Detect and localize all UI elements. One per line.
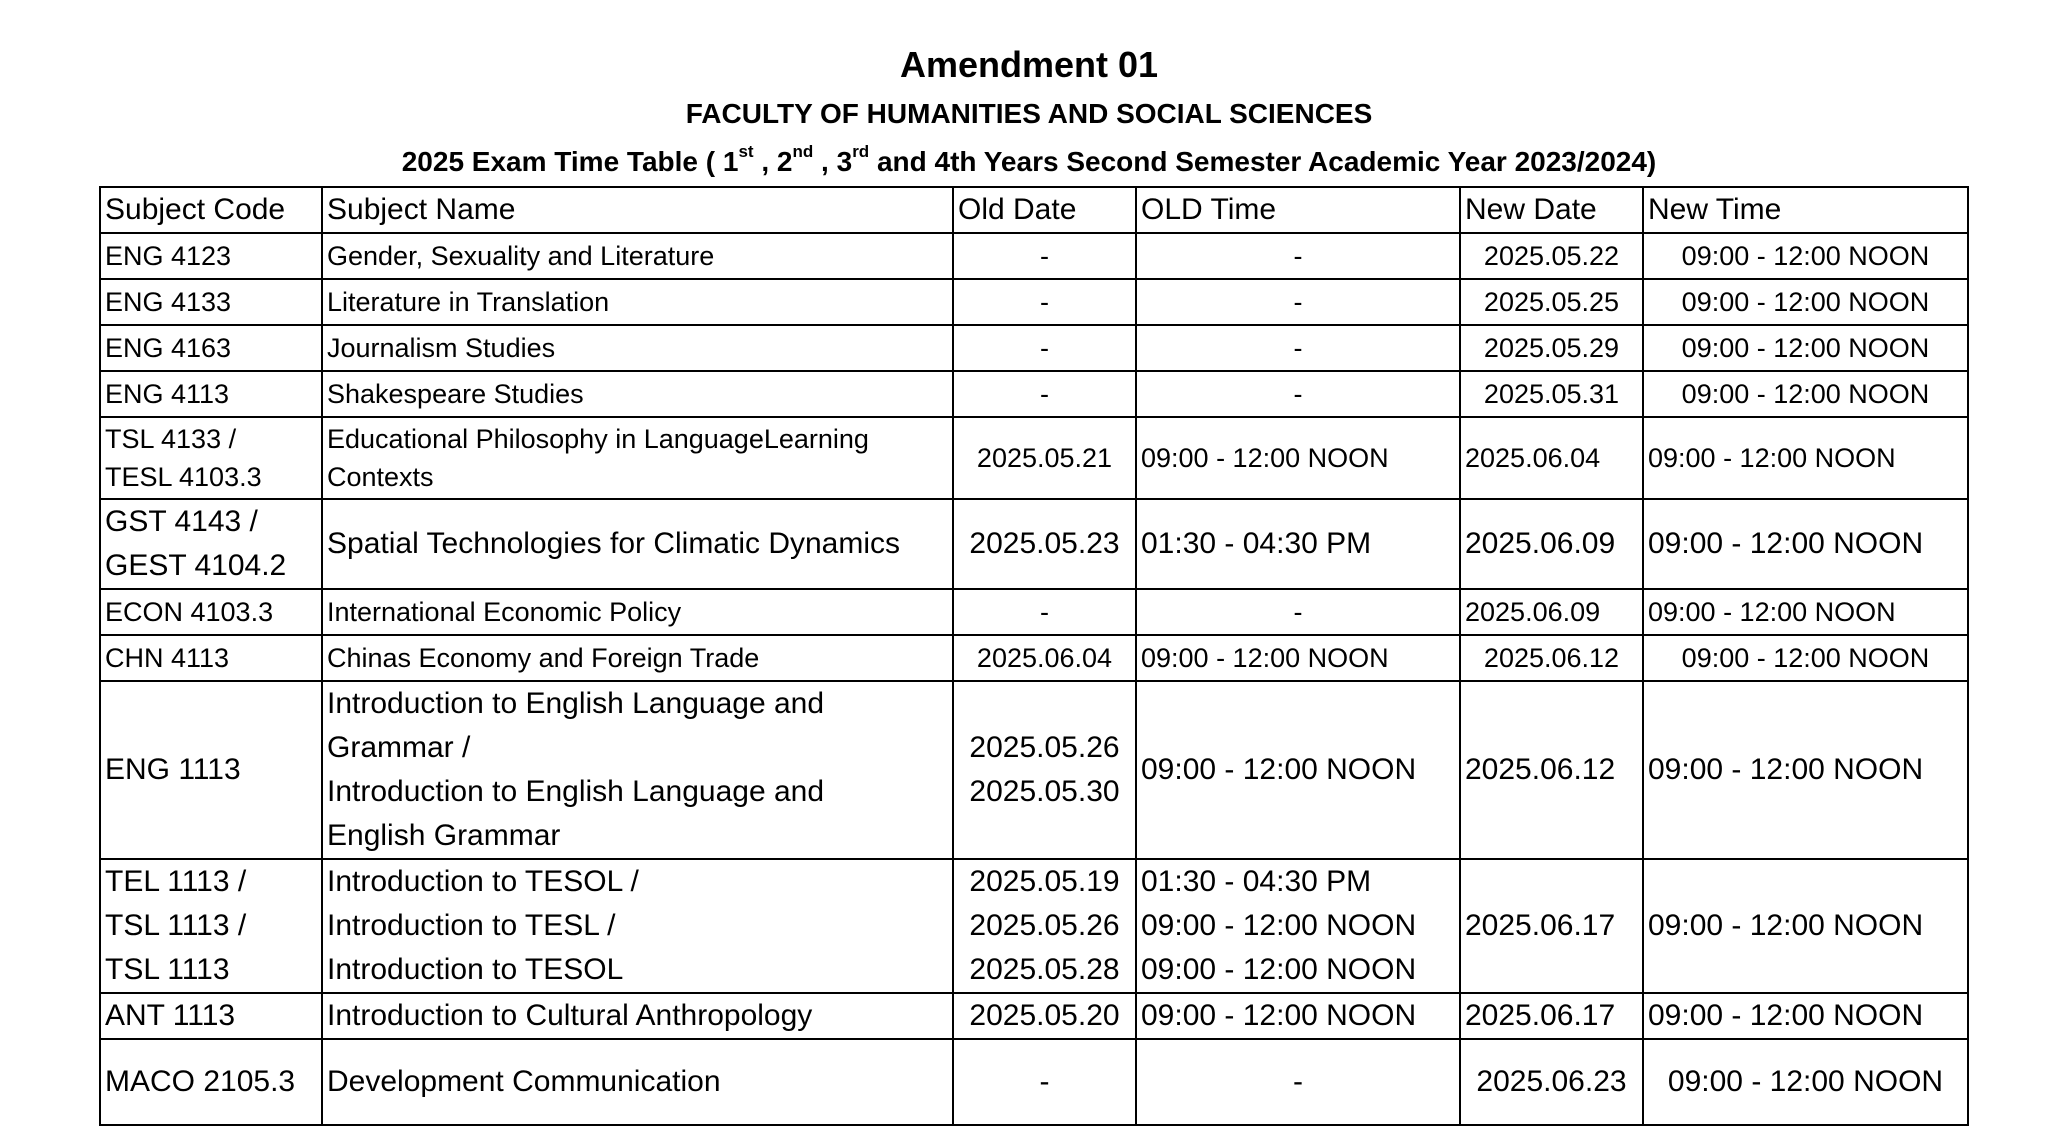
table-body [100,233,1968,1125]
new-time-cell [1643,681,1968,859]
cell-text: 09:00 - 12:00 NOON [1648,527,1924,560]
cell-text: 2025.06.17 [1465,909,1616,942]
subject-code-cell [100,635,322,681]
cell-text: Grammar / [327,731,471,764]
subject-code-cell [100,279,322,325]
subject-code-cell [100,589,322,635]
cell-text: - [1039,1065,1050,1098]
subject-code-cell [100,417,322,499]
subject-name-cell [322,417,953,499]
cell-text: 2025.05.21 [976,443,1113,473]
cell-text: International Economic Policy [327,597,682,627]
cell-text: 09:00 - 12:00 NOON [1141,643,1389,673]
subject-code-cell [100,371,322,417]
cell-text: - [1040,333,1049,363]
cell-text: 09:00 - 12:00 NOON [1681,287,1930,317]
cell-text: TSL 1113 / [105,909,247,942]
cell-text: 09:00 - 12:00 NOON [1681,643,1930,673]
subject-name-cell [322,371,953,417]
timetable-title-part: , 2 [753,146,793,177]
new-time-cell [1643,233,1968,279]
old-time-cell [1136,859,1460,993]
cell-text: 2025.05.26 [969,731,1120,764]
cell-text: English Grammar [327,819,561,852]
old-time-cell [1136,1039,1460,1125]
cell-text: - [1293,241,1303,271]
exam-table [99,186,1969,1126]
new-time-cell [1643,499,1968,589]
col-header-new-date: New Date [1460,187,1643,233]
cell-text: - [1293,333,1303,363]
table-row [100,279,1968,325]
table-row [100,681,1968,859]
old-time-cell [1136,371,1460,417]
cell-text: Introduction to English Language and [327,687,825,720]
amendment-title: Amendment 01 [899,44,1159,85]
table-row [100,233,1968,279]
cell-text: Shakespeare Studies [327,379,584,409]
new-time-cell [1643,1039,1968,1125]
ordinal-suffix: st [738,142,754,161]
new-time-cell [1643,417,1968,499]
cell-text: ENG 4133 [105,287,232,317]
subject-code-cell [100,325,322,371]
old-date-cell [953,325,1136,371]
cell-text: ENG 4123 [105,241,232,271]
cell-text: 2025.06.17 [1465,999,1616,1032]
subject-name-cell [322,325,953,371]
new-date-cell [1460,233,1643,279]
cell-text: TEL 1113 / [105,865,247,898]
old-time-cell [1136,499,1460,589]
cell-text: ENG 1113 [105,753,241,786]
cell-text: 2025.05.29 [1483,333,1620,363]
new-date-cell [1460,859,1643,993]
timetable-title-part: , 3 [813,146,853,177]
new-time-cell [1643,859,1968,993]
subject-name-cell [322,635,953,681]
col-header-new-time: New Time [1643,187,1968,233]
old-date-cell [953,681,1136,859]
timetable-title-part: and 4th Years Second Semester Academic Year 2023/2024) [869,146,1657,177]
subject-code-cell [100,681,322,859]
old-time-cell [1136,635,1460,681]
old-date-cell [953,371,1136,417]
cell-text: 2025.05.20 [969,999,1120,1032]
new-date-cell [1460,417,1643,499]
new-date-cell [1460,1039,1643,1125]
cell-text: 2025.05.28 [969,953,1120,986]
cell-text: Introduction to TESOL [327,953,624,986]
cell-text: 09:00 - 12:00 NOON [1648,597,1896,627]
old-date-cell [953,1039,1136,1125]
table-header-row [100,187,1968,233]
cell-text: Introduction to TESOL / [327,865,639,898]
cell-text: Journalism Studies [327,333,556,363]
cell-text: Gender, Sexuality and Literature [327,241,715,271]
new-date-cell [1460,499,1643,589]
cell-text: ENG 4113 [105,379,230,409]
cell-text: ECON 4103.3 [105,597,274,627]
cell-text: Spatial Technologies for Climatic Dynamics [327,527,901,560]
subject-code-cell [100,499,322,589]
table-row [100,1039,1968,1125]
cell-text: 2025.05.26 [969,909,1120,942]
old-time-cell [1136,417,1460,499]
cell-text: - [1293,597,1303,627]
cell-text: Contexts [327,462,434,492]
cell-text: MACO 2105.3 [105,1065,296,1098]
cell-text: 09:00 - 12:00 NOON [1681,379,1930,409]
old-date-cell [953,417,1136,499]
old-time-cell [1136,279,1460,325]
table-row [100,499,1968,589]
cell-text: 2025.06.23 [1476,1065,1627,1098]
cell-text: - [1040,287,1049,317]
new-date-cell [1460,325,1643,371]
cell-text: - [1293,287,1303,317]
new-time-cell [1643,371,1968,417]
col-header-old-date: Old Date [953,187,1136,233]
table-row [100,417,1968,499]
old-date-cell [953,993,1136,1039]
new-date-cell [1460,993,1643,1039]
old-date-cell [953,589,1136,635]
table-row [100,589,1968,635]
cell-text: 09:00 - 12:00 NOON [1141,443,1389,473]
cell-text: TSL 4133 / [105,424,237,454]
cell-text: 09:00 - 12:00 NOON [1141,753,1417,786]
cell-text: 09:00 - 12:00 NOON [1141,909,1417,942]
cell-text: 09:00 - 12:00 NOON [1648,999,1924,1032]
new-time-cell [1643,993,1968,1039]
new-date-cell [1460,589,1643,635]
cell-text: 2025.05.31 [1483,379,1620,409]
cell-text: TESL 4103.3 [105,462,262,492]
cell-text: ANT 1113 [105,999,236,1032]
old-date-cell [953,635,1136,681]
new-time-cell [1643,635,1968,681]
new-date-cell [1460,635,1643,681]
subject-name-cell [322,1039,953,1125]
cell-text: Introduction to English Language and [327,775,825,808]
cell-text: 2025.05.19 [969,865,1120,898]
cell-text: 01:30 - 04:30 PM [1141,527,1372,560]
table-row [100,859,1968,993]
cell-text: Development Communication [327,1065,721,1098]
faculty-title: FACULTY OF HUMANITIES AND SOCIAL SCIENCES [685,98,1373,129]
col-header-subject-code: Subject Code [100,187,322,233]
cell-text: 09:00 - 12:00 NOON [1648,753,1924,786]
new-date-cell [1460,681,1643,859]
old-time-cell [1136,589,1460,635]
table-row [100,635,1968,681]
cell-text: 2025.05.23 [969,527,1120,560]
cell-text: - [1040,379,1049,409]
cell-text: 2025.06.12 [1483,643,1620,673]
cell-text: - [1040,597,1049,627]
new-time-cell [1643,325,1968,371]
cell-text: Chinas Economy and Foreign Trade [327,643,760,673]
subject-code-cell [100,859,322,993]
new-date-cell [1460,371,1643,417]
cell-text: - [1293,1065,1303,1098]
subject-code-cell [100,233,322,279]
old-date-cell [953,279,1136,325]
col-header-old-time: OLD Time [1136,187,1460,233]
ordinal-suffix: nd [792,142,814,161]
timetable-title-part: 2025 Exam Time Table ( 1 [401,146,739,177]
cell-text: Literature in Translation [327,287,610,317]
old-date-cell [953,233,1136,279]
old-time-cell [1136,325,1460,371]
cell-text: - [1040,241,1049,271]
timetable-title [0,142,2058,178]
old-time-cell [1136,681,1460,859]
old-time-cell [1136,233,1460,279]
new-date-cell [1460,279,1643,325]
cell-text: Educational Philosophy in LanguageLearning [327,424,869,454]
cell-text: 2025.05.30 [969,775,1120,808]
old-time-cell [1136,993,1460,1039]
subject-name-cell [322,233,953,279]
cell-text: 09:00 - 12:00 NOON [1141,999,1417,1032]
table-row [100,325,1968,371]
cell-text: 09:00 - 12:00 NOON [1141,953,1417,986]
subject-name-cell [322,993,953,1039]
cell-text: - [1293,379,1303,409]
cell-text: CHN 4113 [105,643,230,673]
old-date-cell [953,499,1136,589]
subject-code-cell [100,993,322,1039]
new-time-cell [1643,589,1968,635]
subject-name-cell [322,499,953,589]
new-time-cell [1643,279,1968,325]
table-row [100,993,1968,1039]
cell-text: 2025.06.04 [976,643,1113,673]
cell-text: 09:00 - 12:00 NOON [1667,1065,1944,1098]
cell-text: 09:00 - 12:00 NOON [1681,333,1930,363]
cell-text: Introduction to TESL / [327,909,616,942]
cell-text: 2025.06.09 [1465,597,1601,627]
cell-text: 2025.06.12 [1465,753,1616,786]
cell-text: TSL 1113 [105,953,230,986]
table-row [100,371,1968,417]
cell-text: 2025.05.22 [1483,241,1620,271]
col-header-subject-name: Subject Name [322,187,953,233]
subject-code-cell [100,1039,322,1125]
subject-name-cell [322,859,953,993]
cell-text: GST 4143 / [105,505,258,538]
subject-name-cell [322,589,953,635]
cell-text: 01:30 - 04:30 PM [1141,865,1372,898]
subject-name-cell [322,681,953,859]
cell-text: GEST 4104.2 [105,549,287,582]
ordinal-suffix: rd [852,142,870,161]
old-date-cell [953,859,1136,993]
cell-text: Introduction to Cultural Anthropology [327,999,813,1032]
cell-text: 09:00 - 12:00 NOON [1681,241,1930,271]
cell-text: 2025.06.09 [1465,527,1616,560]
cell-text: ENG 4163 [105,333,232,363]
cell-text: 2025.05.25 [1483,287,1620,317]
cell-text: 09:00 - 12:00 NOON [1648,443,1896,473]
cell-text: 2025.06.04 [1465,443,1601,473]
cell-text: 09:00 - 12:00 NOON [1648,909,1924,942]
subject-name-cell [322,279,953,325]
